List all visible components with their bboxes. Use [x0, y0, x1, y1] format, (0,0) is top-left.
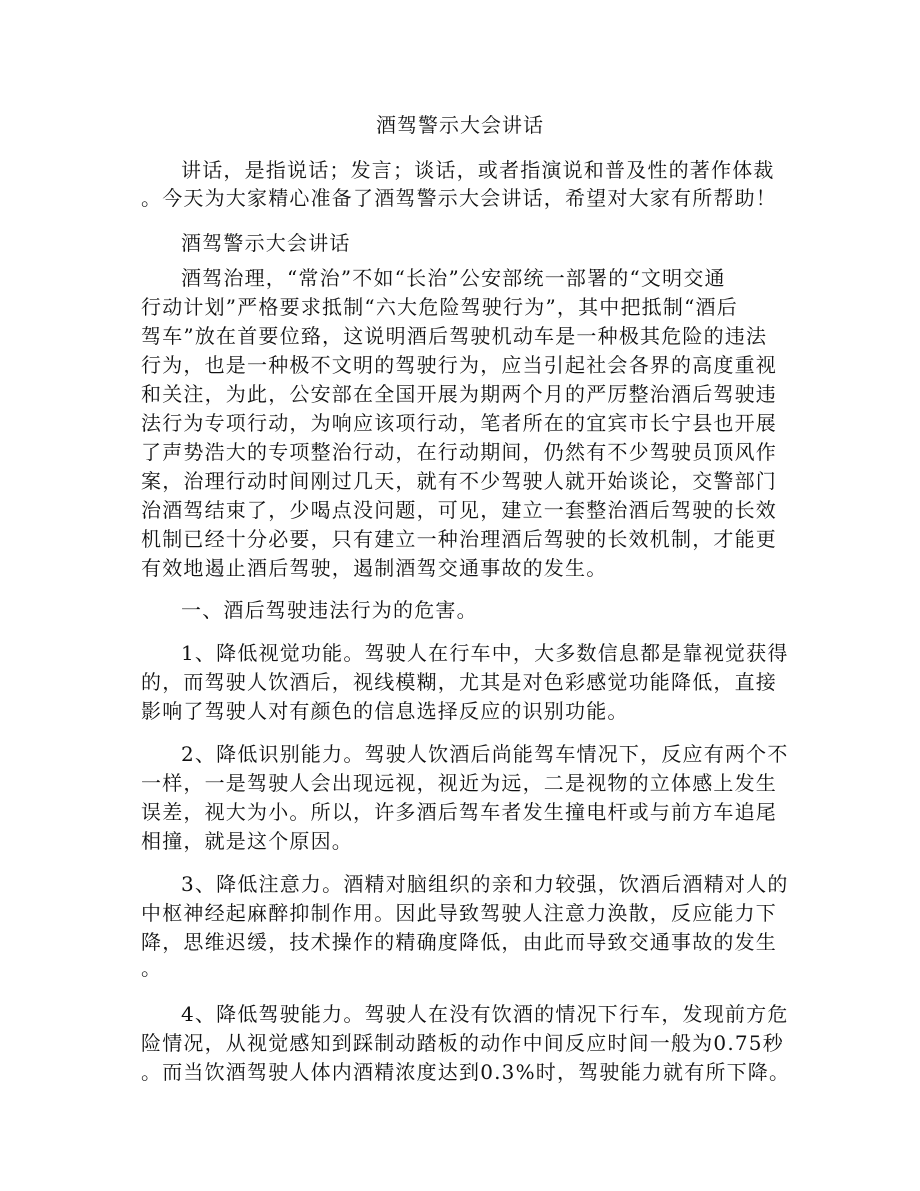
paragraph-line: 1、降低视觉功能。驾驶人在行车中，大多数信息都是靠视觉获得: [181, 641, 789, 665]
paragraph-line: 。而当饮酒驾驶人体内酒精浓度达到0.3%时，驾驶能力就有所下降。: [141, 1060, 791, 1084]
paragraph-line: 法行为专项行动，为响应该项行动，笔者所在的宜宾市长宁县也开展: [141, 411, 777, 435]
paragraph-line: 行为，也是一种极不文明的驾驶行为，应当引起社会各界的高度重视: [141, 353, 777, 377]
paragraph-line: 行动计划”严格要求抵制“六大危险驾驶行为”，其中把抵制“酒后: [141, 295, 738, 319]
paragraph-line: 。: [141, 956, 163, 980]
paragraph-line: 的，而驾驶人饮酒后，视线模糊，尤其是对色彩感觉功能降低，直接: [141, 670, 777, 694]
paragraph-line: 误差，视大为小。所以，许多酒后驾车者发生撞电杆或与前方车追尾: [141, 800, 777, 824]
document-title: 酒驾警示大会讲话: [376, 113, 544, 137]
paragraph-line: 影响了驾驶人对有颜色的信息选择反应的识别功能。: [141, 699, 629, 723]
paragraph-line: 4、降低驾驶能力。驾驶人在没有饮酒的情况下行车，发现前方危: [181, 1002, 789, 1026]
paragraph-line: 相撞，就是这个原因。: [141, 829, 353, 853]
paragraph-line: 和关注，为此，公安部在全国开展为期两个月的严厉整治酒后驾驶违: [141, 382, 777, 406]
paragraph-line: 了声势浩大的专项整治行动，在行动期间，仍然有不少驾驶员顶风作: [141, 440, 777, 464]
paragraph-line: 案，治理行动时间刚过几天，就有不少驾驶人就开始谈论，交警部门: [141, 469, 777, 493]
paragraph-line: 中枢神经起麻醉抑制作用。因此导致驾驶人注意力涣散，反应能力下: [141, 901, 777, 925]
paragraph-line: 降，思维迟缓，技术操作的精确度降低，由此而导致交通事故的发生: [141, 930, 777, 954]
paragraph-line: 治酒驾结束了，少喝点没问题，可见，建立一套整治酒后驾驶的长效: [141, 498, 777, 522]
paragraph-line: 险情况，从视觉感知到踩制动踏板的动作中间反应时间一般为0.75秒: [141, 1031, 784, 1055]
paragraph-line: 3、降低注意力。酒精对脑组织的亲和力较强，饮酒后酒精对人的: [181, 872, 789, 896]
intro-line: 。今天为大家精心准备了酒驾警示大会讲话，希望对大家有所帮助！: [141, 186, 777, 210]
paragraph-line: 机制已经十分必要，只有建立一种治理酒后驾驶的长效机制，才能更: [141, 527, 777, 551]
paragraph-line: 2、降低识别能力。驾驶人饮酒后尚能驾车情况下，反应有两个不: [181, 742, 789, 766]
intro-line: 讲话，是指说话；发言；谈话，或者指演说和普及性的著作体裁: [181, 158, 775, 182]
paragraph-line: 一样，一是驾驶人会出现远视，视近为远，二是视物的立体感上发生: [141, 771, 777, 795]
section-heading: 一、酒后驾驶违法行为的危害。: [181, 598, 478, 622]
paragraph-line: 有效地遏止酒后驾驶，遏制酒驾交通事故的发生。: [141, 556, 608, 580]
paragraph-line: 酒驾治理，“常治”不如“长治”公安部统一部署的“文明交通: [181, 266, 726, 290]
section-subtitle: 酒驾警示大会讲话: [181, 231, 351, 255]
paragraph-line: 驾车”放在首要位臵，这说明酒后驾驶机动车是一种极其危险的违法: [141, 324, 768, 348]
